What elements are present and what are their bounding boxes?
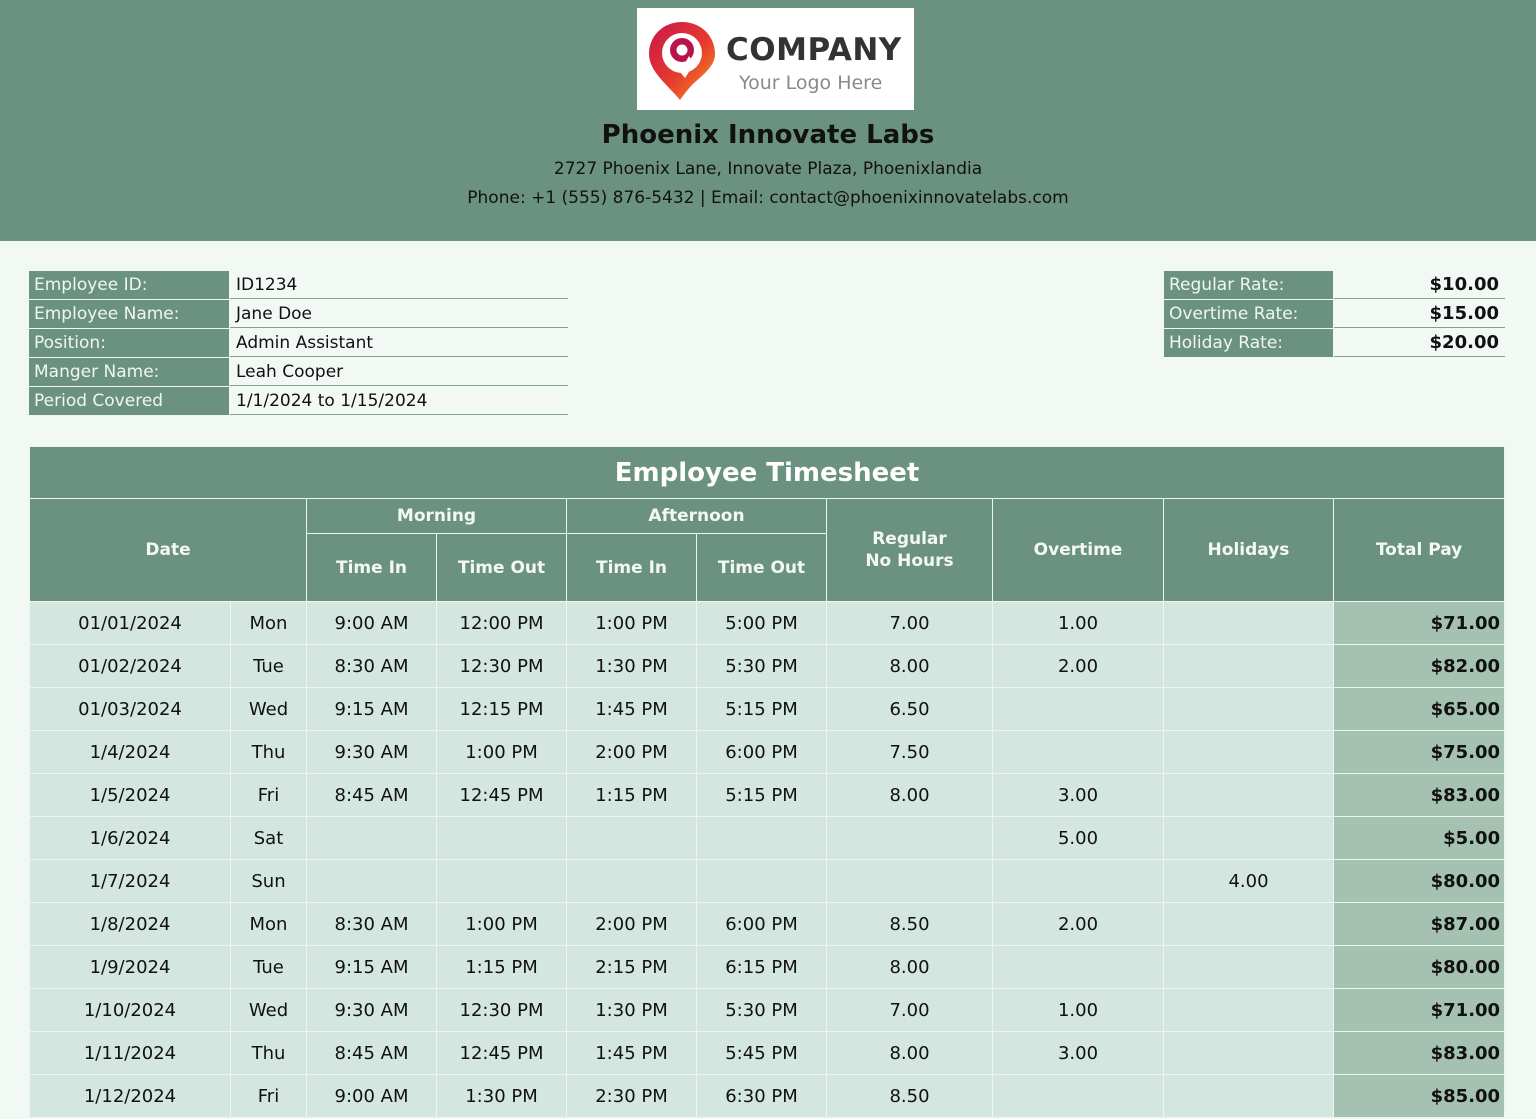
table-row [30,688,1505,731]
afternoon-time-in-cell[interactable] [567,860,697,903]
regular-hours-column-header [827,499,993,602]
regular-hours-cell[interactable]: 7.00 [827,989,993,1032]
holiday-rate-label: Holiday Rate: [1164,329,1333,357]
holidays-cell[interactable] [1164,731,1334,774]
morning-time-in-header: Time In [307,534,437,602]
overtime-cell[interactable]: 2.00 [993,903,1164,946]
location-pin-logo-icon [647,20,717,102]
company-contact: Phone: +1 (555) 876-5432 | Email: contact@phoenixinnovatelabs.com [467,188,1069,208]
afternoon-time-in-cell[interactable]: 1:45 PM [567,1032,697,1075]
holidays-column-header: Holidays [1164,499,1334,602]
day-cell[interactable]: Tue [231,946,307,989]
overtime-cell[interactable]: 5.00 [993,817,1164,860]
afternoon-time-in-cell[interactable]: 1:45 PM [567,688,697,731]
timesheet-table [29,446,1505,1118]
morning-time-out-cell[interactable]: 12:45 PM [437,774,567,817]
morning-time-in-cell[interactable]: 8:45 AM [307,1032,437,1075]
holidays-cell[interactable] [1164,688,1334,731]
overtime-cell[interactable] [993,860,1164,903]
company-logo [637,8,914,110]
period-covered-label: Period Covered [29,387,229,415]
morning-time-in-cell[interactable]: 9:15 AM [307,946,437,989]
total-pay-cell[interactable]: $75.00 [1334,731,1505,774]
date-cell[interactable]: 1/8/2024 [30,903,231,946]
holidays-cell[interactable] [1164,774,1334,817]
morning-time-in-cell[interactable]: 8:30 AM [307,645,437,688]
morning-time-in-cell[interactable] [307,817,437,860]
holidays-cell[interactable] [1164,602,1334,645]
holidays-cell[interactable] [1164,946,1334,989]
afternoon-time-in-cell[interactable]: 2:30 PM [567,1075,697,1118]
morning-group-header: Morning [307,499,567,534]
morning-time-in-cell[interactable]: 8:45 AM [307,774,437,817]
overtime-cell[interactable]: 2.00 [993,645,1164,688]
position-value[interactable]: Admin Assistant [230,329,568,357]
holidays-cell[interactable] [1164,645,1334,688]
day-cell[interactable]: Fri [231,774,307,817]
morning-time-out-header: Time Out [437,534,567,602]
afternoon-time-out-header: Time Out [697,534,827,602]
morning-time-in-cell[interactable]: 9:00 AM [307,602,437,645]
regular-hours-cell[interactable]: 7.00 [827,602,993,645]
holidays-cell[interactable]: 4.00 [1164,860,1334,903]
regular-hours-cell[interactable] [827,817,993,860]
overtime-cell[interactable]: 3.00 [993,774,1164,817]
overtime-cell[interactable] [993,731,1164,774]
date-cell[interactable]: 1/5/2024 [30,774,231,817]
holidays-cell[interactable] [1164,1032,1334,1075]
table-row [30,989,1505,1032]
holidays-cell[interactable] [1164,903,1334,946]
morning-time-in-cell[interactable]: 9:30 AM [307,731,437,774]
afternoon-time-out-cell[interactable]: 6:15 PM [697,946,827,989]
table-row [30,817,1505,860]
holidays-cell[interactable] [1164,989,1334,1032]
date-cell[interactable]: 1/4/2024 [30,731,231,774]
regular-hours-cell[interactable]: 8.00 [827,1032,993,1075]
overtime-cell[interactable]: 1.00 [993,602,1164,645]
date-cell[interactable]: 1/6/2024 [30,817,231,860]
company-header [0,0,1536,241]
morning-time-out-cell[interactable]: 12:30 PM [437,645,567,688]
afternoon-time-out-cell[interactable]: 5:45 PM [697,1032,827,1075]
day-cell[interactable]: Mon [231,903,307,946]
overtime-column-header: Overtime [993,499,1164,602]
position-label: Position: [29,329,229,357]
employee-id-label: Employee ID: [29,271,229,299]
afternoon-time-out-cell[interactable]: 6:00 PM [697,731,827,774]
morning-time-out-cell[interactable]: 1:00 PM [437,903,567,946]
morning-time-out-cell[interactable]: 1:15 PM [437,946,567,989]
morning-time-out-cell[interactable]: 1:30 PM [437,1075,567,1118]
company-name: Phoenix Innovate Labs [601,120,935,150]
afternoon-time-in-cell[interactable]: 1:30 PM [567,989,697,1032]
date-cell[interactable]: 1/12/2024 [30,1075,231,1118]
afternoon-time-out-cell[interactable]: 5:15 PM [697,688,827,731]
total-pay-column-header: Total Pay [1334,499,1505,602]
afternoon-time-in-cell[interactable] [567,817,697,860]
logo-company-text: COMPANY [726,32,902,68]
table-row [30,1032,1505,1075]
period-covered-value[interactable]: 1/1/2024 to 1/15/2024 [230,387,568,415]
regular-hours-cell[interactable]: 8.00 [827,645,993,688]
regular-hours-cell[interactable]: 8.50 [827,1075,993,1118]
logo-tagline: Your Logo Here [739,72,883,94]
afternoon-time-out-cell[interactable]: 5:30 PM [697,989,827,1032]
morning-time-in-cell[interactable]: 9:15 AM [307,688,437,731]
afternoon-time-in-cell[interactable]: 2:15 PM [567,946,697,989]
employee-name-value[interactable]: Jane Doe [230,300,568,328]
regular-rate-label: Regular Rate: [1164,271,1333,299]
total-pay-cell[interactable]: $83.00 [1334,774,1505,817]
table-row [30,860,1505,903]
regular-hours-cell[interactable]: 8.50 [827,903,993,946]
overtime-cell[interactable] [993,688,1164,731]
overtime-rate-value[interactable]: $15.00 [1334,300,1505,328]
total-pay-cell[interactable]: $82.00 [1334,645,1505,688]
afternoon-time-out-cell[interactable]: 5:30 PM [697,645,827,688]
table-row [30,645,1505,688]
afternoon-time-in-cell[interactable]: 2:00 PM [567,731,697,774]
total-pay-cell[interactable]: $71.00 [1334,602,1505,645]
day-cell[interactable]: Wed [231,989,307,1032]
afternoon-time-out-cell[interactable]: 6:30 PM [697,1075,827,1118]
afternoon-time-in-cell[interactable]: 2:00 PM [567,903,697,946]
company-address: 2727 Phoenix Lane, Innovate Plaza, Phoenixlandia [553,159,983,179]
afternoon-time-out-cell[interactable]: 6:00 PM [697,903,827,946]
regular-hours-cell[interactable]: 8.00 [827,946,993,989]
morning-time-out-cell[interactable]: 12:15 PM [437,688,567,731]
overtime-cell[interactable] [993,946,1164,989]
regular-hours-cell[interactable] [827,860,993,903]
afternoon-time-out-cell[interactable] [697,860,827,903]
regular-hours-cell[interactable]: 8.00 [827,774,993,817]
afternoon-time-out-cell[interactable] [697,817,827,860]
overtime-rate-label: Overtime Rate: [1164,300,1333,328]
day-cell[interactable]: Sat [231,817,307,860]
total-pay-cell[interactable]: $5.00 [1334,817,1505,860]
overtime-cell[interactable] [993,1075,1164,1118]
total-pay-cell[interactable]: $83.00 [1334,1032,1505,1075]
holiday-rate-value[interactable]: $20.00 [1334,329,1505,357]
total-pay-cell[interactable]: $87.00 [1334,903,1505,946]
date-cell[interactable]: 1/9/2024 [30,946,231,989]
day-cell[interactable]: Mon [231,602,307,645]
day-cell[interactable]: Thu [231,1032,307,1075]
regular-hours-header-line2: No Hours [865,551,954,571]
date-cell[interactable]: 01/01/2024 [30,602,231,645]
afternoon-time-out-cell[interactable]: 5:15 PM [697,774,827,817]
regular-hours-cell[interactable]: 7.50 [827,731,993,774]
holidays-cell[interactable] [1164,1075,1334,1118]
morning-time-out-cell[interactable]: 1:00 PM [437,731,567,774]
day-cell[interactable]: Fri [231,1075,307,1118]
afternoon-time-out-cell[interactable]: 5:00 PM [697,602,827,645]
table-row [30,1075,1505,1118]
employee-id-value[interactable]: ID1234 [230,271,568,299]
employee-name-label: Employee Name: [29,300,229,328]
morning-time-in-cell[interactable]: 9:30 AM [307,989,437,1032]
regular-hours-cell[interactable]: 6.50 [827,688,993,731]
date-cell[interactable]: 1/7/2024 [30,860,231,903]
date-cell[interactable]: 1/10/2024 [30,989,231,1032]
morning-time-in-cell[interactable] [307,860,437,903]
day-cell[interactable]: Wed [231,688,307,731]
table-row [30,602,1505,645]
timesheet-body [30,602,1505,1118]
timesheet-title: Employee Timesheet [30,447,1505,499]
date-cell[interactable]: 01/02/2024 [30,645,231,688]
afternoon-time-in-header: Time In [567,534,697,602]
table-row [30,946,1505,989]
regular-rate-value[interactable]: $10.00 [1334,271,1505,299]
afternoon-time-in-cell[interactable]: 1:30 PM [567,645,697,688]
morning-time-in-cell[interactable]: 8:30 AM [307,903,437,946]
date-column-header: Date [30,499,307,602]
date-cell[interactable]: 1/11/2024 [30,1032,231,1075]
total-pay-cell[interactable]: $80.00 [1334,946,1505,989]
date-cell[interactable]: 01/03/2024 [30,688,231,731]
day-cell[interactable]: Thu [231,731,307,774]
holidays-cell[interactable] [1164,817,1334,860]
morning-time-out-cell[interactable] [437,817,567,860]
table-row [30,774,1505,817]
morning-time-out-cell[interactable]: 12:45 PM [437,1032,567,1075]
overtime-cell[interactable]: 1.00 [993,989,1164,1032]
total-pay-cell[interactable]: $80.00 [1334,860,1505,903]
manager-name-label: Manger Name: [29,358,229,386]
afternoon-group-header: Afternoon [567,499,827,534]
day-cell[interactable]: Sun [231,860,307,903]
morning-time-out-cell[interactable]: 12:00 PM [437,602,567,645]
day-cell[interactable]: Tue [231,645,307,688]
afternoon-time-in-cell[interactable]: 1:15 PM [567,774,697,817]
morning-time-out-cell[interactable] [437,860,567,903]
manager-name-value[interactable]: Leah Cooper [230,358,568,386]
overtime-cell[interactable]: 3.00 [993,1032,1164,1075]
table-row [30,903,1505,946]
afternoon-time-in-cell[interactable]: 1:00 PM [567,602,697,645]
table-row [30,731,1505,774]
regular-hours-header-line1: Regular [872,529,947,549]
total-pay-cell[interactable]: $71.00 [1334,989,1505,1032]
total-pay-cell[interactable]: $65.00 [1334,688,1505,731]
morning-time-out-cell[interactable]: 12:30 PM [437,989,567,1032]
morning-time-in-cell[interactable]: 9:00 AM [307,1075,437,1118]
total-pay-cell[interactable]: $85.00 [1334,1075,1505,1118]
